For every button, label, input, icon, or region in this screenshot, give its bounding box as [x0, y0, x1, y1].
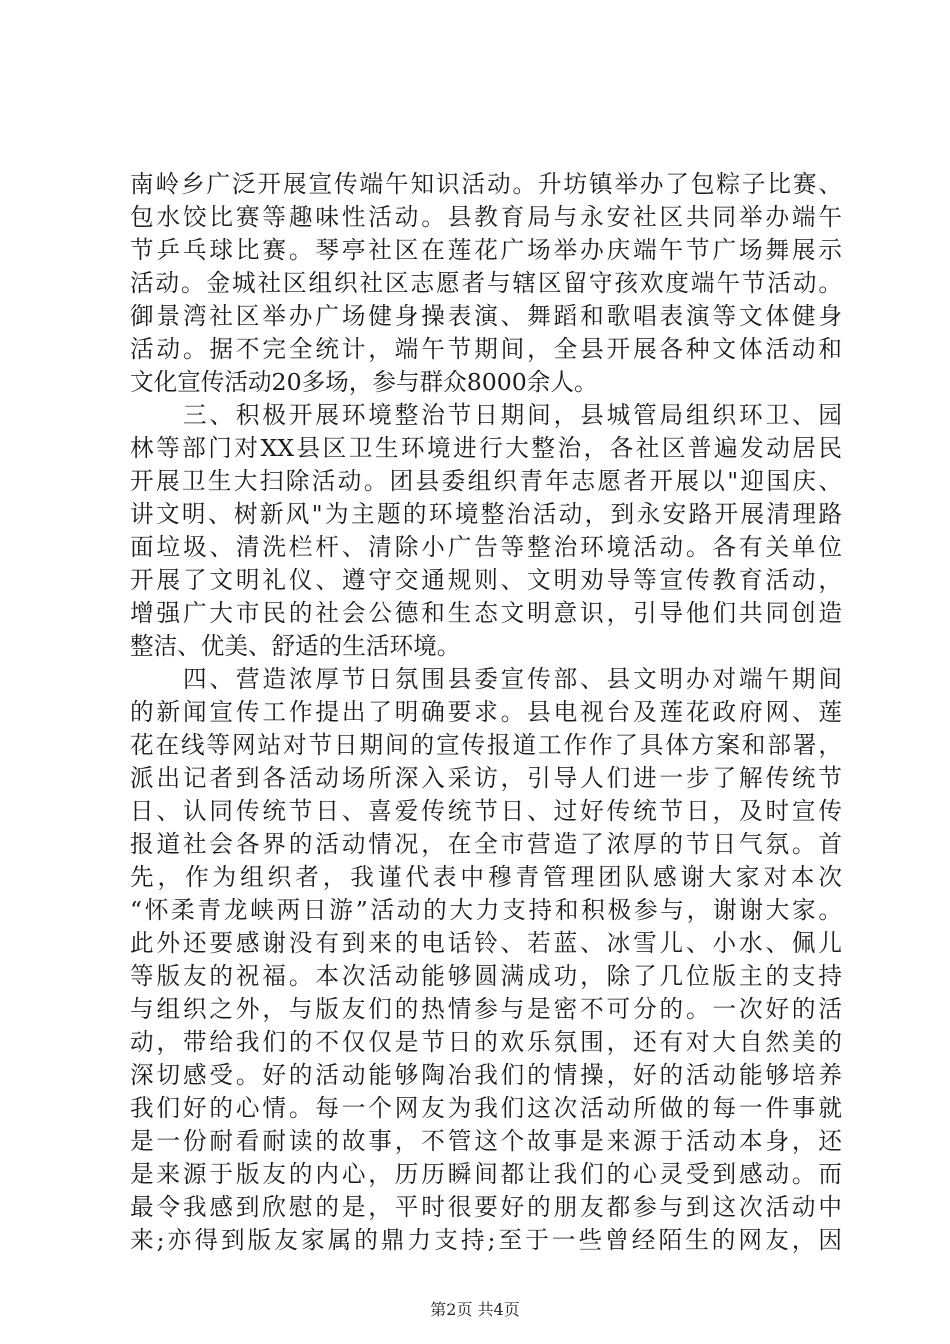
text-line: 讲文明、树新风"为主题的环境整治活动，到永安路开展清理路 [130, 500, 842, 528]
text-line: 是来源于版友的内心，历历瞬间都让我们的心灵受到感动。而 [130, 1160, 842, 1188]
text-line: 文化宣传活动20多场，参与群众8000余人。 [130, 368, 598, 396]
text-line: 来;亦得到版友家属的鼎力支持;至于一些曾经陌生的网友，因 [130, 1226, 842, 1254]
text-line: 开展了文明礼仪、遵守交通规则、文明劝导等宣传教育活动， [130, 566, 842, 594]
text-line: 与组织之外，与版友们的热情参与是密不可分的。一次好的活 [130, 995, 842, 1023]
text-line: “怀柔青龙峡两日游”活动的大力支持和积极参与，谢谢大家。 [130, 896, 842, 924]
text-line: 动，带给我们的不仅仅是节日的欢乐氛围，还有对大自然美的 [130, 1028, 842, 1056]
text-line: 派出记者到各活动场所深入采访，引导人们进一步了解传统节 [130, 764, 842, 792]
text-line: 增强广大市民的社会公德和生态文明意识，引导他们共同创造 [130, 599, 842, 627]
text-line: 林等部门对XX县区卫生环境进行大整治，各社区普遍发动居民 [130, 434, 842, 462]
text-line: 等版友的祝福。本次活动能够圆满成功，除了几位版主的支持 [130, 962, 842, 990]
text-line: 此外还要感谢没有到来的电话铃、若蓝、冰雪儿、小水、佩儿 [130, 929, 842, 957]
text-line: 花在线等网站对节日期间的宣传报道工作作了具体方案和部署， [130, 731, 842, 759]
text-line: 活动。据不完全统计，端午节期间，全县开展各种文体活动和 [130, 335, 842, 363]
text-line: 最令我感到欣慰的是，平时很要好的朋友都参与到这次活动中 [130, 1193, 842, 1221]
text-line: 深切感受。好的活动能够陶冶我们的情操，好的活动能够培养 [130, 1061, 842, 1089]
text-line: 报道社会各界的活动情况，在全市营造了浓厚的节日气氛。首 [130, 830, 842, 858]
text-line: 包水饺比赛等趣味性活动。县教育局与永安社区共同举办端午 [130, 203, 842, 231]
text-line: 开展卫生大扫除活动。团县委组织青年志愿者开展以"迎国庆、 [130, 467, 842, 495]
text-line: 四、营造浓厚节日氛围县委宣传部、县文明办对端午期间 [130, 665, 842, 693]
text-line: 日、认同传统节日、喜爱传统节日、过好传统节日，及时宣传 [130, 797, 842, 825]
body-text [130, 168, 842, 1257]
page-number-indicator: 第2页 共4页 [430, 1300, 520, 1319]
text-line: 南岭乡广泛开展宣传端午知识活动。升坊镇举办了包粽子比赛、 [130, 170, 842, 198]
text-line: 的新闻宣传工作提出了明确要求。县电视台及莲花政府网、莲 [130, 698, 842, 726]
text-line: 我们好的心情。每一个网友为我们这次活动所做的每一件事就 [130, 1094, 842, 1122]
page-footer [0, 1300, 950, 1320]
text-line: 面垃圾、清洗栏杆、清除小广告等整治环境活动。各有关单位 [130, 533, 842, 561]
text-line: 先，作为组织者，我谨代表中穆青管理团队感谢大家对本次 [130, 863, 842, 891]
text-line: 节乒乓球比赛。琴亭社区在莲花广场举办庆端午节广场舞展示 [130, 236, 842, 264]
text-line: 活动。金城社区组织社区志愿者与辖区留守孩欢度端午节活动。 [130, 269, 842, 297]
text-line: 御景湾社区举办广场健身操表演、舞蹈和歌唱表演等文体健身 [130, 302, 842, 330]
text-line: 三、积极开展环境整治节日期间，县城管局组织环卫、园 [130, 401, 842, 429]
text-line: 是一份耐看耐读的故事，不管这个故事是来源于活动本身，还 [130, 1127, 842, 1155]
text-line: 整洁、优美、舒适的生活环境。 [130, 632, 461, 660]
